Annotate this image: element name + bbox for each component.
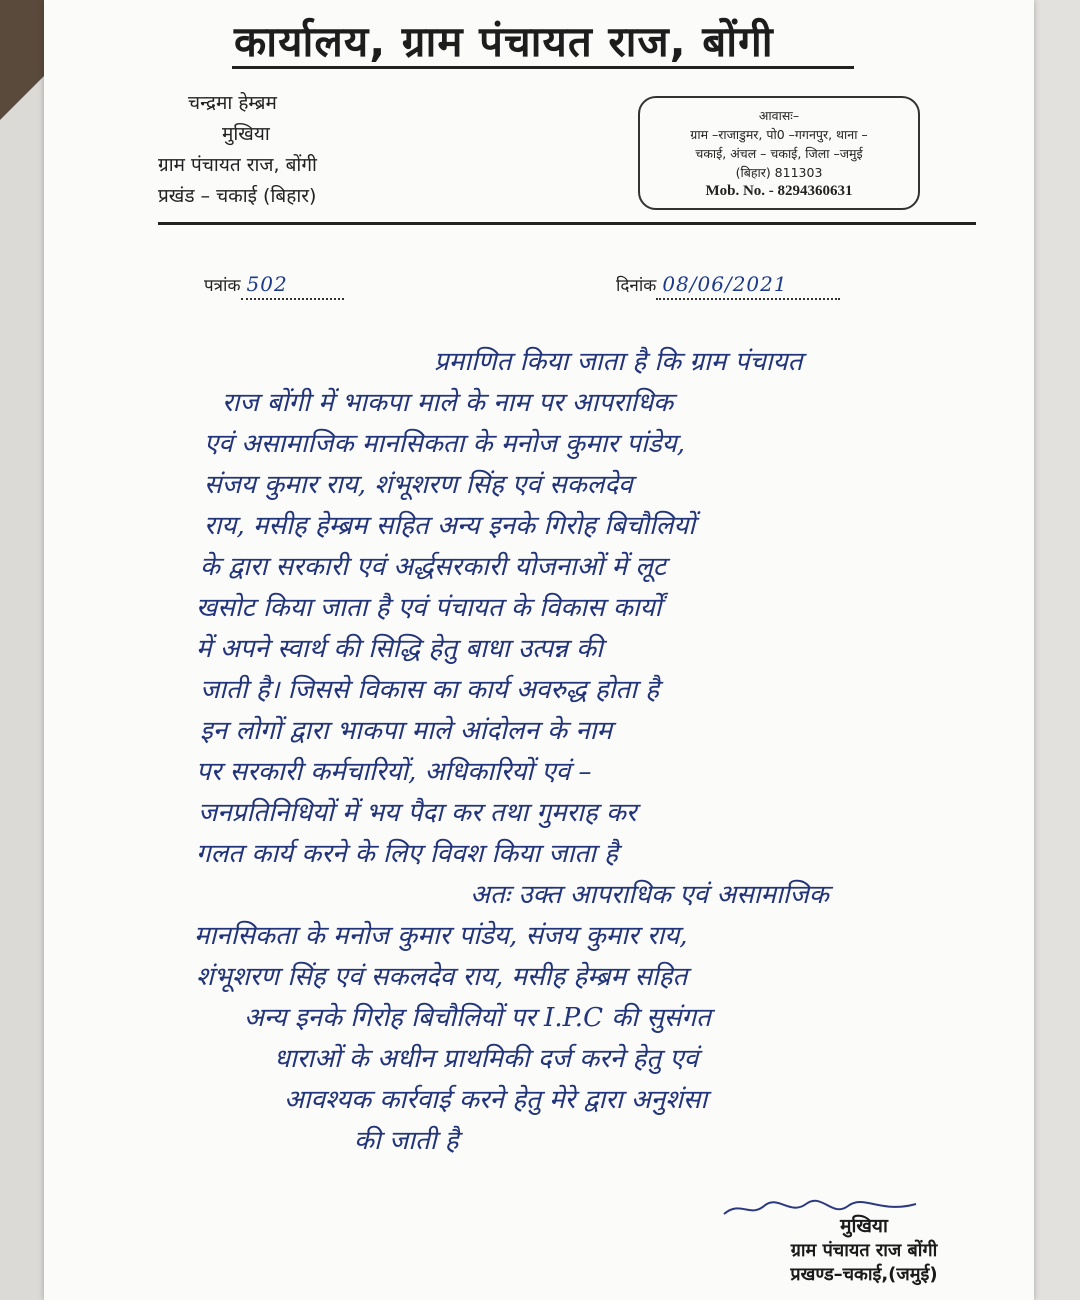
page-background-left (0, 0, 44, 1300)
seal-designation: मुखिया (840, 1215, 888, 1237)
body-line: आवश्यक कार्रवाई करने हेतु मेरे द्वारा अनुशंसा (284, 1085, 708, 1115)
date-field (616, 272, 840, 296)
seal-panchayat: ग्राम पंचायत राज बोंगी (790, 1240, 938, 1261)
body-line: में अपने स्वार्थ की सिद्धि हेतु बाधा उत्पन्न की (196, 634, 603, 664)
address-label: आवासः– (758, 108, 800, 123)
official-seal (744, 1212, 984, 1286)
body-line: अन्य इनके गिरोह बिचौलियों पर I.P.C की सुसंगत (244, 1003, 711, 1033)
header-rule (158, 222, 976, 225)
seal-block: प्रखण्ड–चकाई,(जमुई) (790, 1264, 938, 1285)
body-line: खसोट किया जाता है एवं पंचायत के विकास कार्यों (196, 593, 662, 623)
sender-block-name: प्रखंड – चकाई (बिहार) (158, 185, 317, 207)
reference-value: 502 (241, 272, 344, 300)
body-line: मानसिकता के मनोज कुमार पांडेय, संजय कुमार राय, (194, 921, 688, 951)
sender-block (158, 88, 317, 212)
letter-body (194, 342, 1044, 1162)
body-line: धाराओं के अधीन प्राथमिकी दर्ज करने हेतु एवं (274, 1044, 699, 1074)
body-line: के द्वारा सरकारी एवं अर्द्धसरकारी योजनाओं में लूट (200, 552, 667, 582)
body-line: राय, मसीह हेम्ब्रम सहित अन्य इनके गिरोह बिचौलियों (204, 511, 696, 541)
sender-name: चन्द्रमा हेम्ब्रम (188, 92, 277, 114)
body-line: इन लोगों द्वारा भाकपा माले आंदोलन के नाम (200, 716, 613, 746)
address-box (638, 96, 920, 210)
address-line-3: (बिहार) 811303 (735, 165, 823, 180)
body-line: राज बोंगी में भाकपा माले के नाम पर आपराधिक (222, 388, 674, 418)
body-line: गलत कार्य करने के लिए विवश किया जाता है (196, 839, 618, 869)
body-line: जाती है। जिससे विकास का कार्य अवरुद्ध होता है (200, 675, 660, 705)
address-line-1: ग्राम –राजाडुमर, पो0 –गगनपुर, थाना – (690, 127, 868, 142)
sender-designation: मुखिया (222, 123, 270, 145)
office-title: कार्यालय, ग्राम पंचायत राज, बोंगी (234, 17, 774, 66)
date-label: दिनांक (616, 276, 657, 296)
body-line: प्रमाणित किया जाता है कि ग्राम पंचायत (434, 347, 803, 377)
letter-sheet (44, 0, 1034, 1300)
title-underline (232, 66, 854, 69)
date-value: 08/06/2021 (656, 272, 839, 300)
body-line: संजय कुमार राय, शंभूशरण सिंह एवं सकलदेव (204, 470, 633, 500)
body-line: शंभूशरण सिंह एवं सकलदेव राय, मसीह हेम्ब्रम सहित (196, 962, 688, 992)
body-line: एवं असामाजिक मानसिकता के मनोज कुमार पांडेय, (204, 429, 686, 459)
body-line: जनप्रतिनिधियों में भय पैदा कर तथा गुमराह कर (198, 798, 637, 828)
reference-field (204, 272, 344, 296)
body-line: पर सरकारी कर्मचारियों, अधिकारियों एवं – (196, 757, 592, 787)
reference-label: पत्रांक (204, 276, 241, 296)
body-line: अतः उक्त आपराधिक एवं असामाजिक (404, 880, 829, 910)
sender-panchayat: ग्राम पंचायत राज, बोंगी (158, 154, 317, 176)
body-line: की जाती है (354, 1126, 459, 1156)
address-mobile: Mob. No. - 8294360631 (705, 183, 853, 199)
address-line-2: चकाई, अंचल – चकाई, जिला –जमुई (695, 146, 863, 161)
